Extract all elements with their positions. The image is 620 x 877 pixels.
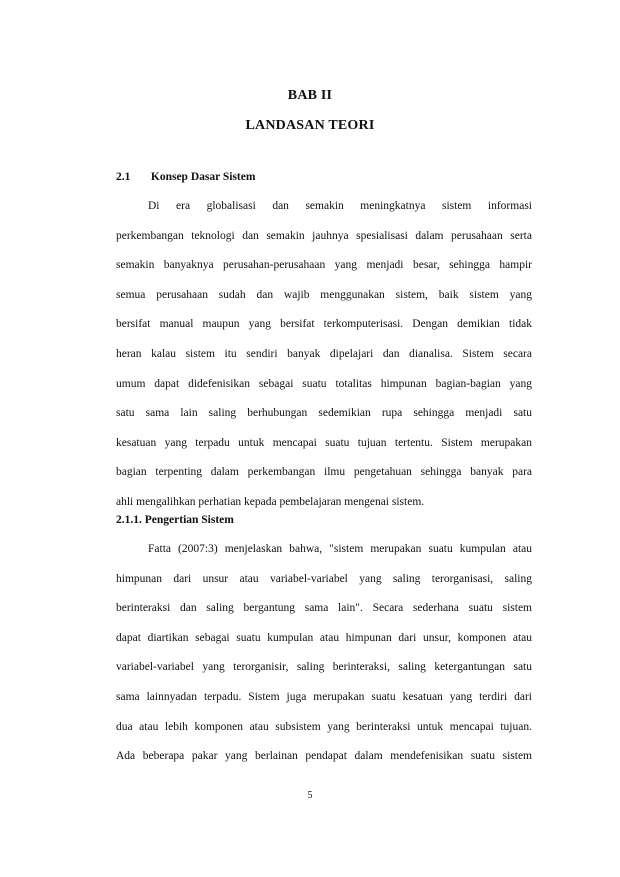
paragraph-line: dua atau lebih komponen atau subsistem yang berinteraksi untuk mencapai tujuan. (116, 720, 532, 733)
chapter-title: LANDASAN TEORI (245, 118, 375, 133)
paragraph-line: berinteraksi dan saling bergantung sama lain". Secara sederhana suatu sistem (116, 602, 532, 615)
paragraph-konsep-dasar (116, 192, 532, 518)
section-heading-2-1 (116, 171, 255, 183)
paragraph-line: Ada beberapa pakar yang berlainan pendapat dalam mendefenisikan suatu sistem (116, 750, 532, 763)
paragraph-line: kesatuan yang terpadu untuk mencapai suatu tujuan tertentu. Sistem merupakan (116, 436, 532, 449)
paragraph-line: semakin banyaknya perusahan-perusahaan yang menjadi besar, sehingga hampir (116, 259, 532, 272)
section-number: 2.1 (116, 171, 131, 183)
paragraph-line: himpunan dari unsur atau variabel-variabel yang saling terorganisasi, saling (116, 572, 532, 585)
paragraph-line: ahli mengalihkan perhatian kepada pembelajaran mengenai sistem. (116, 495, 425, 508)
paragraph-line: heran kalau sistem itu sendiri banyak dipelajari dan dianalisa. Sistem secara (116, 347, 532, 360)
paragraph-line: semua perusahaan sudah dan wajib menggunakan sistem, baik sistem yang (116, 288, 532, 301)
paragraph-line: bersifat manual maupun yang bersifat terkomputerisasi. Dengan demikian tidak (116, 318, 532, 331)
chapter-number: BAB II (287, 88, 333, 103)
page-number: 5 (307, 790, 313, 801)
paragraph-line: bagian terpenting dalam perkembangan ilmu pengetahuan sehingga banyak para (116, 466, 532, 479)
paragraph-line: sama lainnyadan terpadu. Sistem juga merupakan suatu kesatuan yang terdiri dari (116, 690, 532, 703)
paragraph-line: variabel-variabel yang terorganisir, saling berinteraksi, saling ketergantungan satu (116, 661, 532, 674)
paragraph-line: Fatta (2007:3) menjelaskan bahwa, "sistem merupakan suatu kumpulan atau (148, 543, 532, 555)
section-heading-2-1-1 (116, 514, 234, 526)
paragraph-line: perkembangan teknologi dan semakin jauhnya spesialisasi dalam perusahaan serta (116, 229, 532, 242)
paragraph-line: umum dapat didefenisikan sebagai suatu totalitas himpunan bagian-bagian yang (116, 377, 532, 390)
section-title: Konsep Dasar Sistem (150, 171, 256, 183)
paragraph-pengertian-sistem (116, 535, 532, 772)
paragraph-line: dapat diartikan sebagai suatu kumpulan atau himpunan dari unsur, komponen atau (116, 631, 532, 644)
section-title: 2.1.1. Pengertian Sistem (116, 514, 234, 526)
paragraph-line: satu sama lain saling berhubungan sedemikian rupa sehingga menjadi satu (116, 407, 532, 420)
paragraph-line: Di era globalisasi dan semakin meningkatnya sistem informasi (148, 200, 532, 212)
